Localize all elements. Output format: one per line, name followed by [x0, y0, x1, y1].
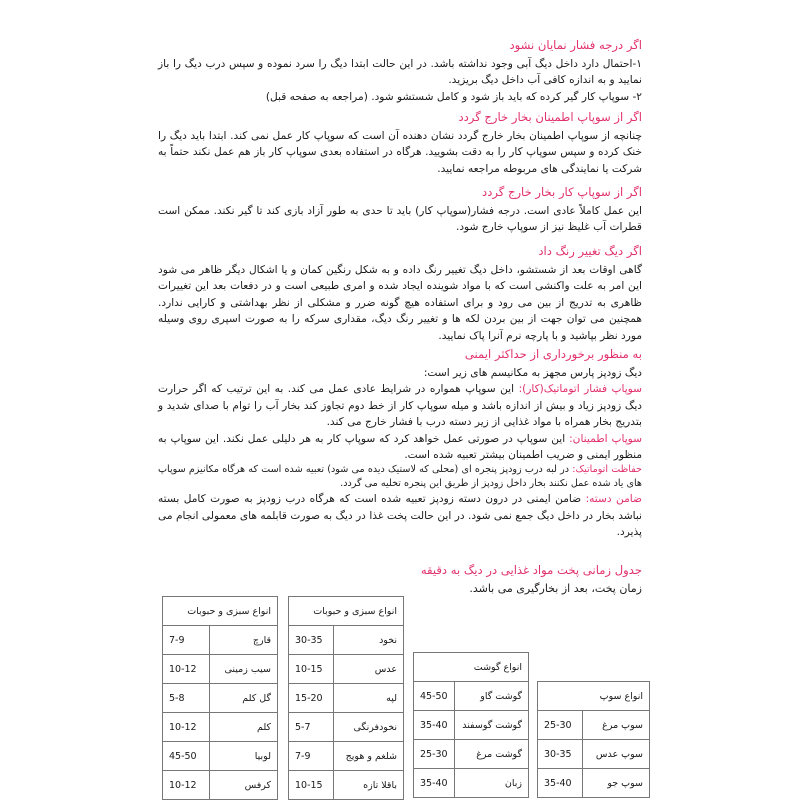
- section-heading: اگر از سوپاپ اطمینان بخار خارج گردد: [458, 110, 642, 124]
- cook-time: 5-7: [289, 713, 334, 742]
- table-row: [414, 711, 529, 740]
- food-name: گوشت گوسفند: [455, 711, 529, 740]
- section-heading: به منظور برخورداری از حداکثر ایمنی: [464, 347, 642, 361]
- cook-time: 45-50: [163, 742, 210, 771]
- food-name: زبان: [455, 769, 529, 798]
- cook-time: 25-30: [414, 740, 455, 769]
- safety-item: [158, 463, 642, 491]
- cook-time: 5-8: [163, 684, 210, 713]
- cook-time: 35-40: [538, 769, 583, 798]
- section-pot-color-change: [158, 243, 642, 344]
- food-name: سیب زمینی: [209, 655, 277, 684]
- paragraph: این عمل کاملاً عادی است. درجه فشار(سوپاپ کار) باید تا حدی به طور آزاد بازی کند تا گیر نکند. ممکن است قطرات آب غلیظ نیز از سوپاپ خارج شود.: [158, 205, 642, 234]
- food-name: عدس: [333, 655, 404, 684]
- cook-time: 10-15: [289, 771, 334, 800]
- safety-item: [158, 431, 642, 464]
- table-row: [538, 711, 650, 740]
- food-name: سوپ مرغ: [583, 711, 650, 740]
- paragraph: چنانچه از سوپاپ اطمینان بخار خارج گردد نشان دهنده آن است که سوپاپ کار عمل نمی کند. ابتدا باید دیگ را خنک کرده و سپس سوپاپ کار را به دقت بشویید. هرگاه در استفاده بعدی سوپاپ کار باز هم عمل نکند حتماً به شرکت یا نمایندگی های مربوطه مراجعه نمایید.: [158, 130, 642, 175]
- paragraph: ۱-احتمال دارد داخل دیگ آبی وجود نداشته باشد. در این حالت ابتدا دیگ را سرد نموده و سپس درب دیگ را باز نمایید و به اندازه کافی آب داخل دیگ بریزید.: [158, 58, 642, 87]
- cook-time: 7-9: [163, 626, 210, 655]
- cook-time: 30-35: [289, 626, 334, 655]
- section-heading: اگر درجه فشار نمایان نشود: [509, 38, 642, 52]
- section-work-valve-steam: [158, 184, 642, 236]
- food-name: لپه: [333, 684, 404, 713]
- cook-time: 25-30: [538, 711, 583, 740]
- table-header: انواع گوشت: [414, 653, 529, 682]
- table-row: [538, 769, 650, 798]
- cook-time: 15-20: [289, 684, 334, 713]
- table-row: [414, 769, 529, 798]
- table-header: انواع سبزی و حبوبات: [289, 597, 404, 626]
- section-safety-valve-steam: [158, 109, 642, 177]
- safety-text: در لبه درب زودپز پنجره ای (محلی که لاستیک دیده می شود) تعبیه شده است که هرگاه مکانیزم سوپاپ های یاد شده عمل نکنند بخار داخل زودپز از طریق این پنجره تخلیه می گردد.: [158, 464, 642, 490]
- section-body: [158, 56, 642, 105]
- section-heading: جدول زمانی پخت مواد غذایی در دیگ به دقیقه: [420, 563, 642, 577]
- food-name: کرفس: [209, 771, 277, 800]
- cook-time: 10-15: [289, 655, 334, 684]
- section-body: [158, 203, 642, 236]
- section-cooking-times: [158, 562, 642, 597]
- food-name: قارچ: [209, 626, 277, 655]
- food-name: نخود: [333, 626, 404, 655]
- paragraph: ۲- سوپاپ کار گیر کرده که باید باز شود و کامل شستشو شود. (مراجعه به صفحه قبل): [265, 90, 642, 103]
- section-pressure-not-shown: [158, 37, 642, 105]
- food-name: نخودفرنگی: [333, 713, 404, 742]
- table-header: انواع سبزی و حبوبات: [163, 597, 278, 626]
- table-row: [163, 713, 278, 742]
- section-body: [158, 365, 642, 541]
- table-row: [538, 740, 650, 769]
- table-row: [163, 742, 278, 771]
- table-vegetables-grains-1: [288, 596, 404, 800]
- cook-time: 7-9: [289, 742, 334, 771]
- table-row: [163, 626, 278, 655]
- table-row: [414, 682, 529, 711]
- section-max-safety: [158, 346, 642, 541]
- food-name: لوبیا: [209, 742, 277, 771]
- section-body: [158, 262, 642, 344]
- table-header: انواع سوپ: [538, 682, 650, 711]
- table-row: [163, 771, 278, 800]
- section-body: [158, 128, 642, 177]
- safety-text: این سوپاپ همواره در شرایط عادی عمل می کند. به این ترتیب که اگر حرارت دیگ زودپز زیاد و بیش از اندازه باشد و میله سوپاپ کار از خط دوم تجاوز کند بخار آب را توام با صدای شدید و بتدریج بخار همراه با مواد غذایی از زیر دسته درب با فشار خارج می کند.: [158, 383, 642, 429]
- cook-time: 35-40: [414, 769, 455, 798]
- section-heading: اگر دیگ تغییر رنگ داد: [538, 244, 642, 258]
- safety-term: سوپاپ فشار اتوماتیک(کار):: [518, 383, 642, 396]
- safety-item: [158, 381, 642, 430]
- table-row: [289, 626, 404, 655]
- table-subtitle: زمان پخت، بعد از بخارگیری می باشد.: [469, 582, 642, 595]
- cook-time: 35-40: [414, 711, 455, 740]
- table-meats: [413, 652, 529, 798]
- table-row: [289, 713, 404, 742]
- table-row: [289, 655, 404, 684]
- safety-text: ضامن ایمنی در درون دسته زودپز تعبیه شده است که هرگاه درب زودپز به صورت کامل بسته نباشد بخار در داخل دیگ جمع نمی شود. در این حالت پخت غذا در دیگ به صورت قابلمه های معمولی انجام می پذیرد.: [158, 493, 642, 539]
- safety-term: ضامن دسته:: [585, 493, 643, 506]
- food-name: باقلا تازه: [333, 771, 404, 800]
- safety-text: این سوپاپ در صورتی عمل خواهد کرد که سوپاپ کار به هر دلیلی عمل نکند. این سوپاپ به منظور ایمنی و ضریب اطمینان بیشتر تعبیه شده است.: [158, 432, 642, 462]
- food-name: سوپ عدس: [583, 740, 650, 769]
- cook-time: 10-12: [163, 713, 210, 742]
- cook-time: 10-12: [163, 655, 210, 684]
- cook-time: 45-50: [414, 682, 455, 711]
- table-row: [163, 684, 278, 713]
- safety-item: [158, 491, 642, 540]
- safety-term: سوپاپ اطمینان:: [569, 432, 643, 445]
- paragraph: گاهی اوقات بعد از شستشو، داخل دیگ تغییر رنگ داده و به شکل رنگین کمان و یا اشکال دیگر ظاهر می شود این امر به علت واکنشی است که با مواد شوینده ایجاد شده و امری طبیعی است و در دفعات بعد این تغییرات ظاهری به تدریج از بین می رود و برای استفاده هیچ گونه ضرر و مشکلی از نظر بهداشتی و کارایی ندارد. همچنین می توان جهت از بین بردن لکه ها و تغییر رنگ دیگ، مقداری سرکه را به صورت اسپری روی وسیله مورد نظر بپاشید و با پارچه نرم آنرا پاک نمایید.: [158, 264, 642, 342]
- food-name: گل کلم: [209, 684, 277, 713]
- section-heading: اگر از سوپاپ کار بخار خارج گردد: [482, 185, 642, 199]
- safety-term: حفاظت اتوماتیک:: [572, 464, 642, 476]
- table-soups: [537, 681, 650, 798]
- food-name: گوشت گاو: [455, 682, 529, 711]
- table-row: [163, 655, 278, 684]
- paragraph: دیگ زودپز پارس مجهز به مکانیسم های زیر است:: [423, 367, 642, 379]
- food-name: گوشت مرغ: [455, 740, 529, 769]
- table-vegetables-grains-2: [162, 596, 278, 800]
- table-row: [414, 740, 529, 769]
- food-name: سوپ جو: [583, 769, 650, 798]
- table-row: [289, 684, 404, 713]
- cook-time: 30-35: [538, 740, 583, 769]
- food-name: شلغم و هویج: [333, 742, 404, 771]
- food-name: کلم: [209, 713, 277, 742]
- cook-time: 10-12: [163, 771, 210, 800]
- table-row: [289, 742, 404, 771]
- table-row: [289, 771, 404, 800]
